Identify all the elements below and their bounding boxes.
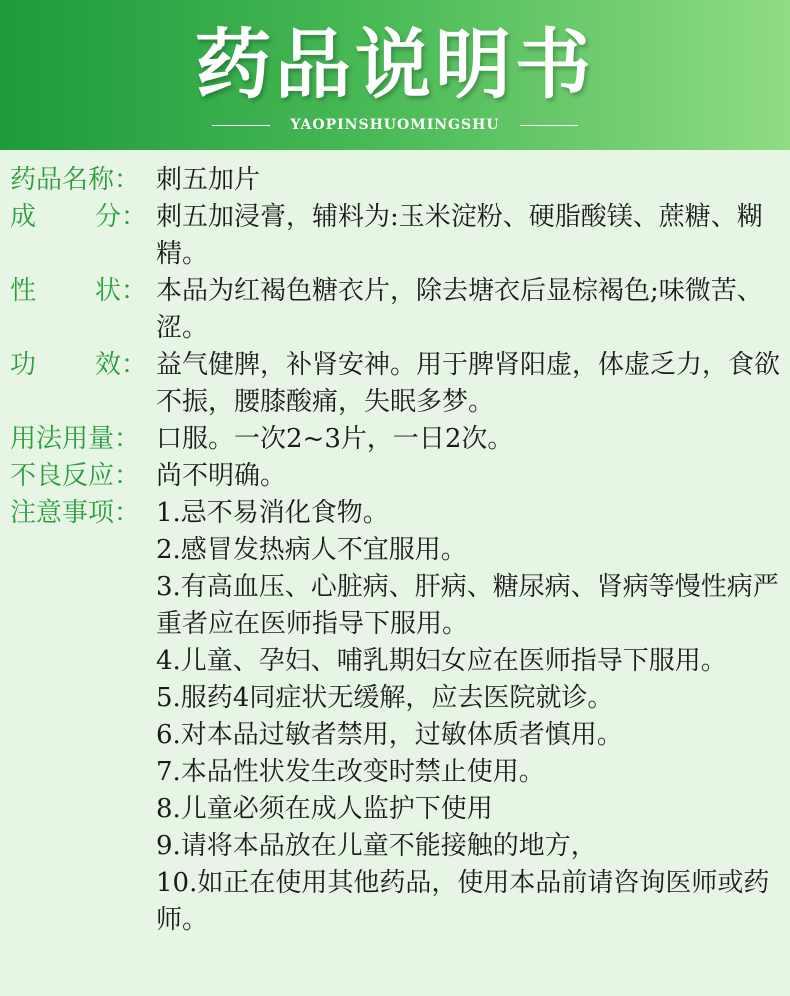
- list-item: 3.有高血压、心脏病、肝病、糖尿病、肾病等慢性病严重者应在医师指导下服用。: [156, 572, 779, 639]
- subtitle-divider-left: [212, 125, 270, 126]
- field-ingredients: [10, 199, 780, 273]
- field-name: [10, 162, 780, 199]
- field-appearance-value: 本品为红褐色糖衣片，除去塘衣后显棕褐色;味微苦、涩。: [156, 276, 763, 343]
- page-title: 药品说明书: [195, 20, 595, 109]
- field-effect-label: [10, 347, 156, 384]
- field-notes-value: [156, 495, 780, 939]
- field-appearance-label-first: 性: [10, 276, 37, 306]
- field-ingredients-value: 刺五加浸膏，辅料为:玉米淀粉、硬脂酸镁、蔗糖、糊精。: [156, 202, 763, 269]
- field-dosage-value: 口服。一次2~3片，一日2次。: [156, 424, 514, 454]
- field-adverse-value: 尚不明确。: [156, 461, 287, 491]
- field-effect-label-second: 效：: [94, 350, 147, 380]
- instructions-body: [0, 150, 790, 939]
- list-item: 2.感冒发热病人不宜服用。: [156, 535, 467, 565]
- field-name-label: 药品名称：: [10, 165, 141, 195]
- field-notes-label: 注意事项：: [10, 498, 141, 528]
- list-item: 5.服药4同症状无缓解，应去医院就诊。: [156, 683, 614, 713]
- list-item: 6.对本品过敏者禁用，过敏体质者慎用。: [156, 720, 623, 750]
- list-item: 7.本品性状发生改变时禁止使用。: [156, 757, 545, 787]
- page-subtitle: YAOPINSHUOMINGSHU: [290, 117, 500, 133]
- field-notes: [10, 495, 780, 939]
- field-ingredients-label-first: 成: [10, 202, 37, 232]
- field-effect: [10, 347, 780, 421]
- list-item: 10.如正在使用其他药品，使用本品前请咨询医师或药师。: [156, 868, 770, 935]
- notes-list: [156, 495, 780, 939]
- field-effect-value: 益气健脾，补肾安神。用于脾肾阳虚，体虚乏力，食欲不振，腰膝酸痛，失眠多梦。: [156, 350, 781, 417]
- list-item: 8.儿童必须在成人监护下使用: [156, 794, 493, 824]
- field-ingredients-label: [10, 199, 156, 236]
- field-adverse: [10, 458, 780, 495]
- list-item: 1.忌不易消化食物。: [156, 498, 389, 528]
- field-appearance: [10, 273, 780, 347]
- field-adverse-label: 不良反应：: [10, 461, 141, 491]
- list-item: 4.儿童、孕妇、哺乳期妇女应在医师指导下服用。: [156, 646, 727, 676]
- list-item: 9.请将本品放在儿童不能接触的地方，: [156, 831, 597, 861]
- field-dosage: [10, 421, 780, 458]
- subtitle-row: [0, 117, 790, 133]
- field-name-value: 刺五加片: [156, 165, 261, 195]
- subtitle-divider-right: [520, 125, 578, 126]
- header-banner: [0, 0, 790, 150]
- field-effect-label-first: 功: [10, 350, 37, 380]
- field-appearance-label: [10, 273, 156, 310]
- field-appearance-label-second: 状：: [94, 276, 147, 306]
- field-ingredients-label-second: 分：: [94, 202, 147, 232]
- field-dosage-label: 用法用量：: [10, 424, 141, 454]
